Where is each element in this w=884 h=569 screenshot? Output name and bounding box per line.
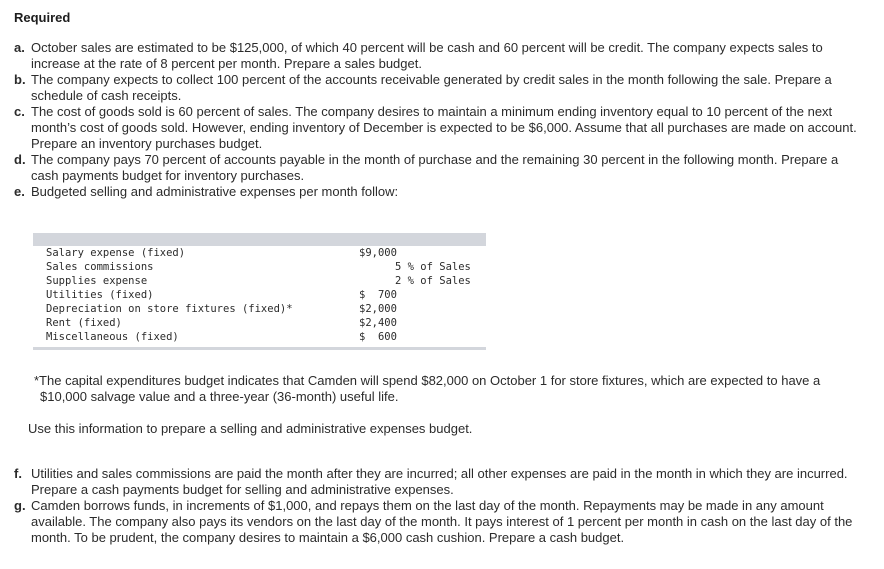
requirement-c <box>14 104 864 152</box>
expense-label: Supplies expense <box>46 275 148 287</box>
table-row <box>33 302 486 316</box>
footnote: *The capital expenditures budget indicates that Camden will spend $82,000 on October 1 for store fixtures, which are expected to have a $10,000 salvage value and a three-year (36-month) useful life. <box>34 373 821 404</box>
instruction-text: Use this information to prepare a selling and administrative expenses budget. <box>28 421 473 436</box>
expense-value: 2 % of Sales <box>395 275 471 287</box>
requirement-f <box>14 466 864 498</box>
table-footer-bar <box>33 347 486 350</box>
expense-label: Sales commissions <box>46 261 154 273</box>
expense-value: 5 % of Sales <box>395 261 471 273</box>
table-row <box>33 260 486 274</box>
table-row <box>33 288 486 302</box>
requirement-text: The company pays 70 percent of accounts payable in the month of purchase and the remaining 30 percent in the following month. Prepare a cash payments budget for inventory purchases. <box>31 152 839 183</box>
requirement-text: Budgeted selling and administrative expenses per month follow: <box>31 184 399 199</box>
requirement-text: The cost of goods sold is 60 percent of sales. The company desires to maintain a minimum ending inventory equal to 10 percent of the next month’s cost of goods sold. However, ending inventory of December is expected to be $6,000. Assume that all purchases are made on account. Prepare an inventory purchases budget. <box>31 104 857 151</box>
table-row <box>33 330 486 344</box>
expense-label: Utilities (fixed) <box>46 289 154 301</box>
requirement-b <box>14 72 864 104</box>
requirement-text: The company expects to collect 100 percent of the accounts receivable generated by credit sales in the month following the sale. Prepare a schedule of cash receipts. <box>31 72 832 103</box>
requirement-e <box>14 184 864 200</box>
expense-label: Miscellaneous (fixed) <box>46 331 179 343</box>
requirement-letter: d. <box>14 152 26 167</box>
expense-value: $ 700 <box>359 289 397 301</box>
requirement-letter: e. <box>14 184 25 199</box>
expense-label: Rent (fixed) <box>46 317 122 329</box>
expense-value: $9,000 <box>359 247 397 259</box>
requirement-letter: c. <box>14 104 25 119</box>
requirement-a <box>14 40 864 72</box>
requirement-letter: b. <box>14 72 26 87</box>
requirement-d <box>14 152 864 184</box>
requirement-letter: a. <box>14 40 25 55</box>
table-header-bar <box>33 233 486 246</box>
requirement-text: Camden borrows funds, in increments of $1,000, and repays them on the last day of the month. Repayments may be made in any amount available. The company also pays its vendors on the last day of the month. It pays interest of 1 percent per month in cash on the last day of the month. To be prudent, the company desires to maintain a $6,000 cash cushion. Prepare a cash budget. <box>31 498 853 545</box>
requirement-letter: f. <box>14 466 22 481</box>
requirement-text: October sales are estimated to be $125,000, of which 40 percent will be cash and 60 percent will be credit. The company expects sales to increase at the rate of 8 percent per month. Prepare a sales budget. <box>31 40 823 71</box>
requirement-text: Utilities and sales commissions are paid the month after they are incurred; all other expenses are paid in the month in which they are incurred. Prepare a cash payments budget for selling and administrative expenses. <box>31 466 848 497</box>
table-row <box>33 274 486 288</box>
table-row <box>33 246 486 260</box>
requirement-letter: g. <box>14 498 26 513</box>
expense-label: Depreciation on store fixtures (fixed)* <box>46 303 293 315</box>
section-heading: Required <box>14 10 71 25</box>
requirements-list-part-2 <box>14 466 864 546</box>
table-row <box>33 316 486 330</box>
expense-value: $ 600 <box>359 331 397 343</box>
requirements-list-part-1 <box>14 40 864 200</box>
expense-value: $2,400 <box>359 317 397 329</box>
expense-label: Salary expense (fixed) <box>46 247 186 259</box>
expenses-table <box>33 233 486 350</box>
expense-value: $2,000 <box>359 303 397 315</box>
requirement-g <box>14 498 864 546</box>
